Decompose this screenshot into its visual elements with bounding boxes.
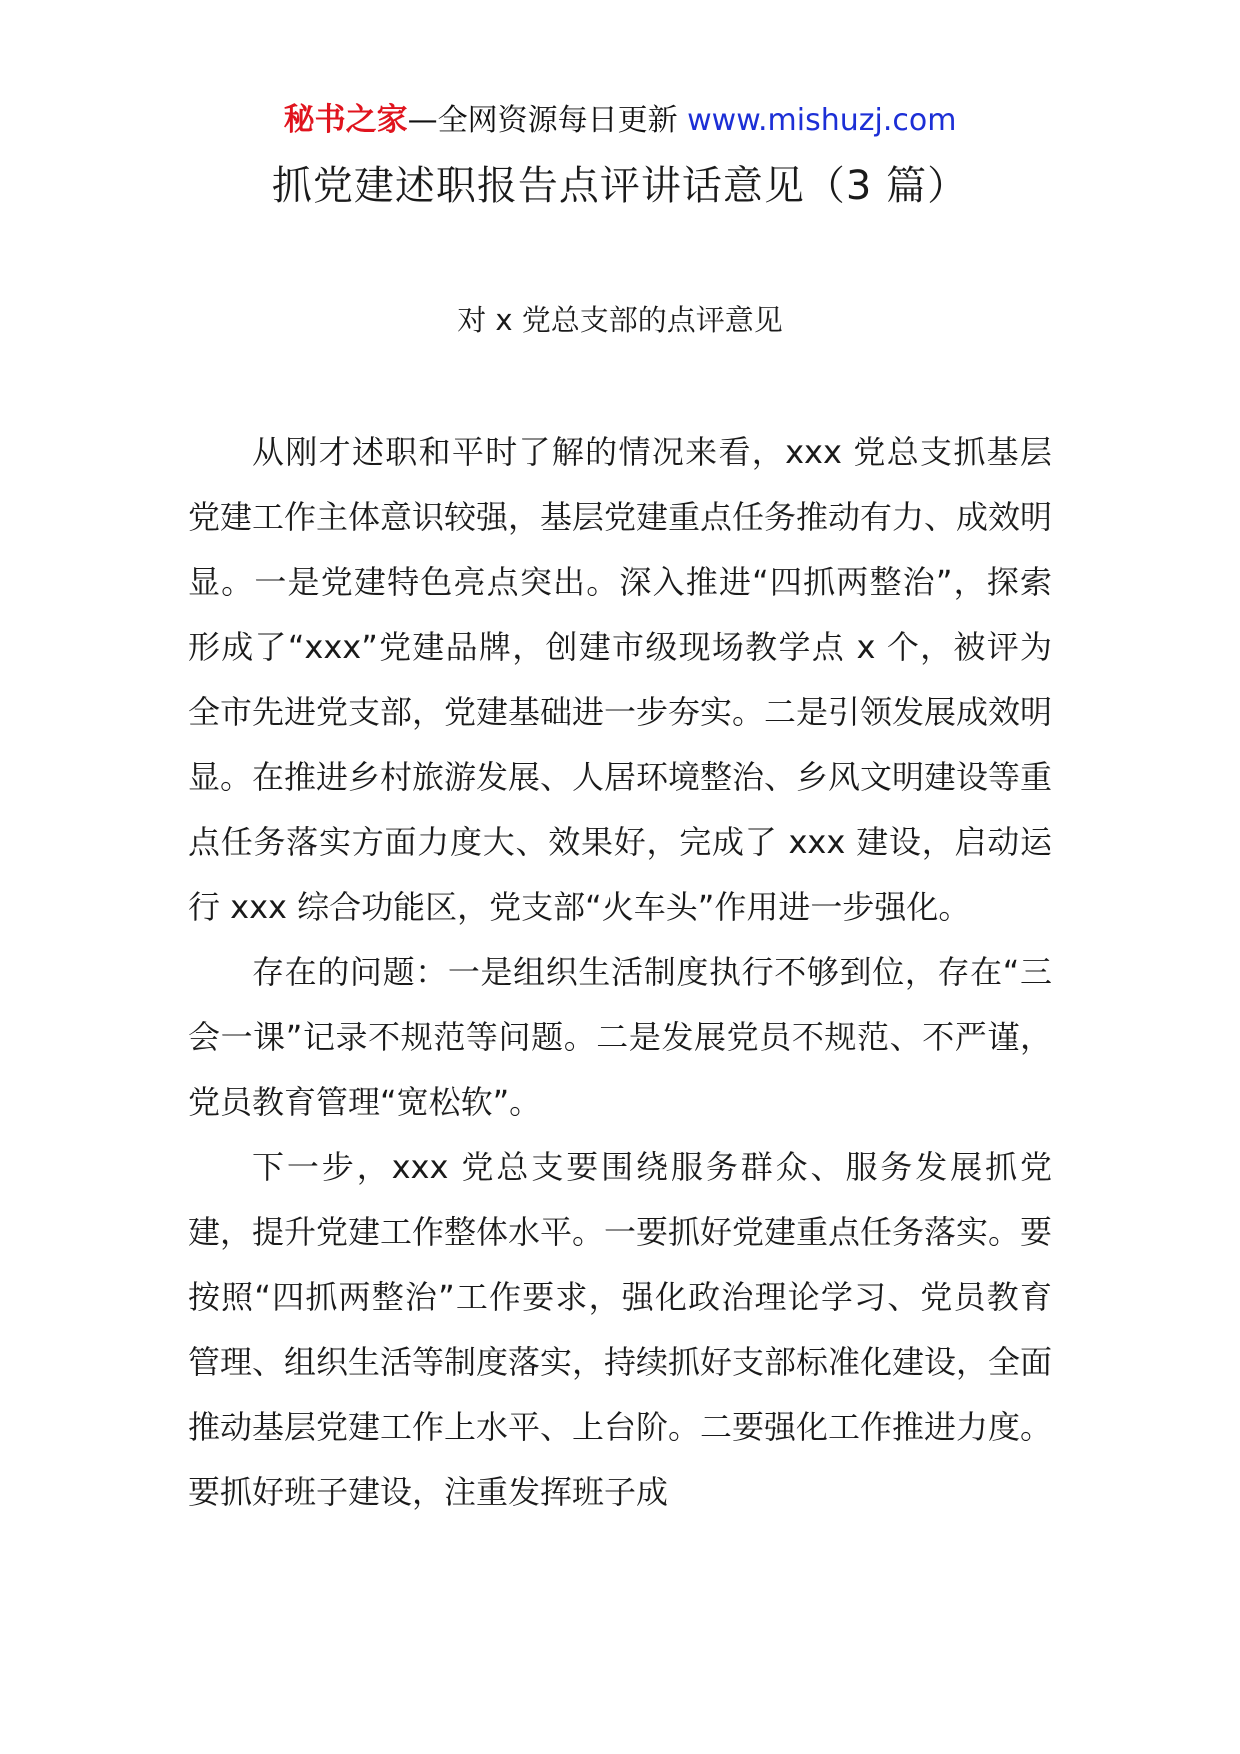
paragraph-assessment: 从刚才述职和平时了解的情况来看，xxx 党总支抓基层党建工作主体意识较强，基层党建重点任务推动有力、成效明显。一是党建特色亮点突出。深入推进“四抓两整治”，探索形成了“xxx”党建品牌，创建市级现场教学点 x 个，被评为全市先进党支部，党建基础进一步夯实。二是引领发展成效明显。在推进乡村旅游发展、人居环境整治、乡风文明建设等重点任务落实方面力度大、效果好，完成了 xxx 建设，启动运行 xxx 综合功能区，党支部“火车头”作用进一步强化。 (188, 433, 1053, 926)
paragraph-problems: 存在的问题：一是组织生活制度执行不够到位，存在“三会一课”记录不规范等问题。二是发展党员不规范、不严谨，党员教育管理“宽松软”。 (188, 953, 1052, 1121)
brand-name: 秘书之家 (283, 102, 408, 138)
banner-tagline: —全网资源每日更新 (407, 103, 678, 138)
site-banner (0, 100, 1240, 141)
site-url-link[interactable]: www.mishuzj.com (687, 103, 957, 138)
paragraph-next-steps: 下一步，xxx 党总支要围绕服务群众、服务发展抓党建，提升党建工作整体水平。一要抓好党建重点任务落实。要按照“四抓两整治”工作要求，强化政治理论学习、党员教育管理、组织生活等制度落实，持续抓好支部标准化建设，全面推动基层党建工作上水平、上台阶。二要强化工作推进力度。要抓好班子建设，注重发挥班子成 (188, 1148, 1053, 1511)
section-subtitle: 对 x 党总支部的点评意见 (457, 303, 783, 337)
document-body (188, 420, 1052, 1525)
document-title: 抓党建述职报告点评讲话意见（3 篇） (271, 163, 969, 209)
